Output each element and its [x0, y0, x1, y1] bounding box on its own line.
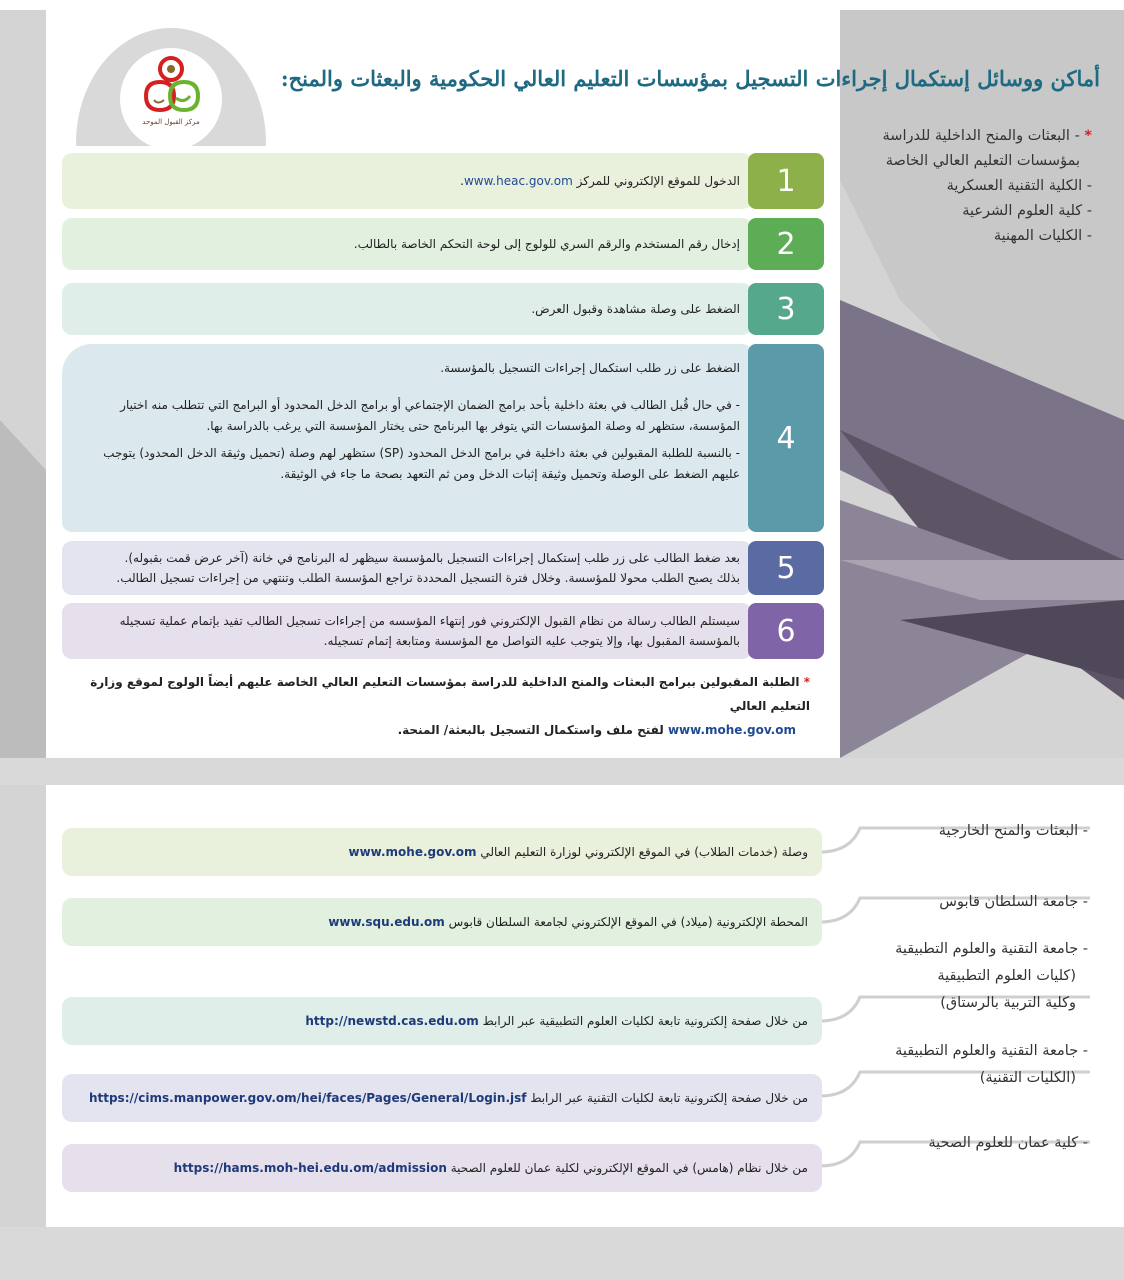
- external-row-5: [62, 1144, 822, 1192]
- external-label-4: - جامعة التقنية والعلوم التطبيقية (الكليات التقنية): [895, 1043, 1088, 1086]
- external-label-3: - جامعة التقنية والعلوم التطبيقية (كليات العلوم التطبيقية وكلية التربية بالرستاق): [895, 941, 1088, 1011]
- step-4-bullet: - بالنسبة للطلبة المقبولين في بعثة داخلية في برامج الدخل المحدود (SP) ستظهر لهم وصلة (تحميل وثيقة الدخل المحدود) يتوجب عليهم الضغط على الوصلة وتحميل وثيقة إثبات الدخل ومن ثم التعهد بصحة ما جاء في الوثيقة.: [103, 446, 740, 481]
- step-4-bullet: - في حال قُبل الطالب في بعثة داخلية بأحد برامج الضمان الإجتماعي أو برامج الدخل المحدود أو البرامج التي تتطلب منه اختيار المؤسسة، ستظهر له وصلة المؤسسات التي يتوفر بها البرنامج حتى يختار المؤسسة التي يرغب بالدراسة بها.: [120, 398, 740, 433]
- logo-caption: مركز القبول الموحد: [142, 118, 200, 126]
- star-marker: *: [1084, 128, 1092, 144]
- hams-link[interactable]: https://hams.moh-hei.edu.om/admission: [173, 1161, 447, 1175]
- footnote-text: لفتح ملف واستكمال التسجيل بالبعثة/ المنحة.: [397, 723, 664, 737]
- category-item: * - البعثات والمنح الداخلية للدراسة: [882, 128, 1092, 144]
- step-3-box: [62, 283, 752, 335]
- step-1-text: الدخول للموقع الإلكتروني للمركز www.heac.gov.om.: [460, 173, 740, 188]
- external-row-bar: المحطة الإلكترونية (ميلاد) في الموقع الإلكتروني لجامعة السلطان قابوس www.squ.edu.om: [62, 898, 822, 946]
- step-2-box: [62, 218, 752, 270]
- step-3-number: 3: [748, 283, 824, 335]
- step-6: [62, 603, 822, 659]
- cas-link[interactable]: http://newstd.cas.edu.om: [305, 1014, 479, 1028]
- step-6-number: 6: [748, 603, 824, 659]
- step-5-number: 5: [748, 541, 824, 595]
- heac-link[interactable]: www.heac.gov.om: [463, 173, 573, 188]
- external-row-bar: من خلال صفحة إلكترونية تابعة لكليات العلوم التطبيقية عبر الرابط http://newstd.cas.edu.om: [62, 997, 822, 1045]
- external-label-2: - جامعة السلطان قابوس: [939, 894, 1088, 910]
- external-row-1: [62, 828, 822, 876]
- step-5-text: بعد ضغط الطالب على زر طلب إستكمال إجراءات التسجيل بالمؤسسة سيظهر له البرنامج في خانة (آخر عرض قمت بقبوله).: [124, 551, 740, 565]
- footnote: [60, 670, 810, 742]
- step-1-number: 1: [748, 153, 824, 209]
- star-marker: *: [803, 675, 810, 689]
- external-row-bar: من خلال صفحة إلكترونية تابعة لكليات التقنية عبر الرابط https://cims.manpower.gov.om/hei/faces/Pages/General/Login.jsf: [62, 1074, 822, 1122]
- step-5-text: بذلك يصبح الطلب محولا للمؤسسة. وخلال فترة التسجيل المحددة تراجع المؤسسة الطلب وتنتهي من إجراءات تسجيل الطالب.: [116, 571, 740, 585]
- external-label-1: - البعثات والمنح الخارجية: [938, 823, 1088, 839]
- step-1-box: [62, 153, 752, 209]
- external-row-4: [62, 1074, 822, 1122]
- external-row-bar: وصلة (خدمات الطلاب) في الموقع الإلكتروني لوزارة التعليم العالي www.mohe.gov.om: [62, 828, 822, 876]
- step-5-box: [62, 541, 752, 595]
- mohe-link[interactable]: www.mohe.gov.om: [667, 723, 796, 737]
- step-3-text: الضغط على وصلة مشاهدة وقبول العرض.: [531, 301, 740, 316]
- step-4-box: [62, 344, 752, 532]
- step-5: [62, 541, 822, 595]
- category-item: - الكلية التقنية العسكرية: [946, 178, 1092, 194]
- external-label-5: - كلية عمان للعلوم الصحية: [928, 1135, 1088, 1151]
- step-6-box: [62, 603, 752, 659]
- cims-link[interactable]: https://cims.manpower.gov.om/hei/faces/Pages/General/Login.jsf: [88, 1091, 527, 1105]
- step-4-number: 4: [748, 344, 824, 532]
- category-item: - كلية العلوم الشرعية: [962, 203, 1092, 219]
- step-4: [62, 344, 822, 532]
- page-title: أماكن ووسائل إستكمال إجراءات التسجيل بمؤسسات التعليم العالي الحكومية والبعثات والمنح:: [280, 66, 1100, 91]
- external-row-bar: من خلال نظام (هامس) في الموقع الإلكتروني لكلية عمان للعلوم الصحية https://hams.moh-hei.edu.om/admission: [62, 1144, 822, 1192]
- mohe-link[interactable]: www.mohe.gov.om: [348, 845, 477, 859]
- step-6-text: بالمؤسسة المقبول بها، وإلا يتوجب عليه التواصل مع المؤسسة ومتابعة إتمام تسجيله.: [323, 634, 740, 648]
- step-3: [62, 283, 822, 335]
- step-1: [62, 153, 822, 209]
- squ-link[interactable]: www.squ.edu.om: [328, 915, 445, 929]
- category-item: بمؤسسات التعليم العالي الخاصة: [885, 153, 1080, 169]
- footnote-text: الطلبة المقبولين ببرامج البعثات والمنح الداخلية للدراسة بمؤسسات التعليم العالي الخاصة عليهم أيضاً الولوج لموقع وزارة التعليم العالي: [90, 675, 810, 713]
- step-6-text: سيستلم الطالب رسالة من نظام القبول الإلكتروني فور إنتهاء المؤسسه من إجراءات تسجيل الطالب تفيد بإتمام عملية تسجيله: [119, 614, 740, 628]
- step-2-number: 2: [748, 218, 824, 270]
- step-4-intro: الضغط على زر طلب استكمال إجراءات التسجيل بالمؤسسة.: [440, 361, 740, 375]
- logo-badge: [76, 28, 266, 146]
- step-2-text: إدخال رقم المستخدم والرقم السري للولوج إلى لوحة التحكم الخاصة بالطالب.: [353, 236, 740, 251]
- external-row-3: [62, 997, 822, 1045]
- category-list: [848, 124, 1092, 249]
- external-row-2: [62, 898, 822, 946]
- logo-icon: [136, 54, 206, 116]
- step-2: [62, 218, 822, 270]
- category-item: - الكليات المهنية: [993, 228, 1092, 244]
